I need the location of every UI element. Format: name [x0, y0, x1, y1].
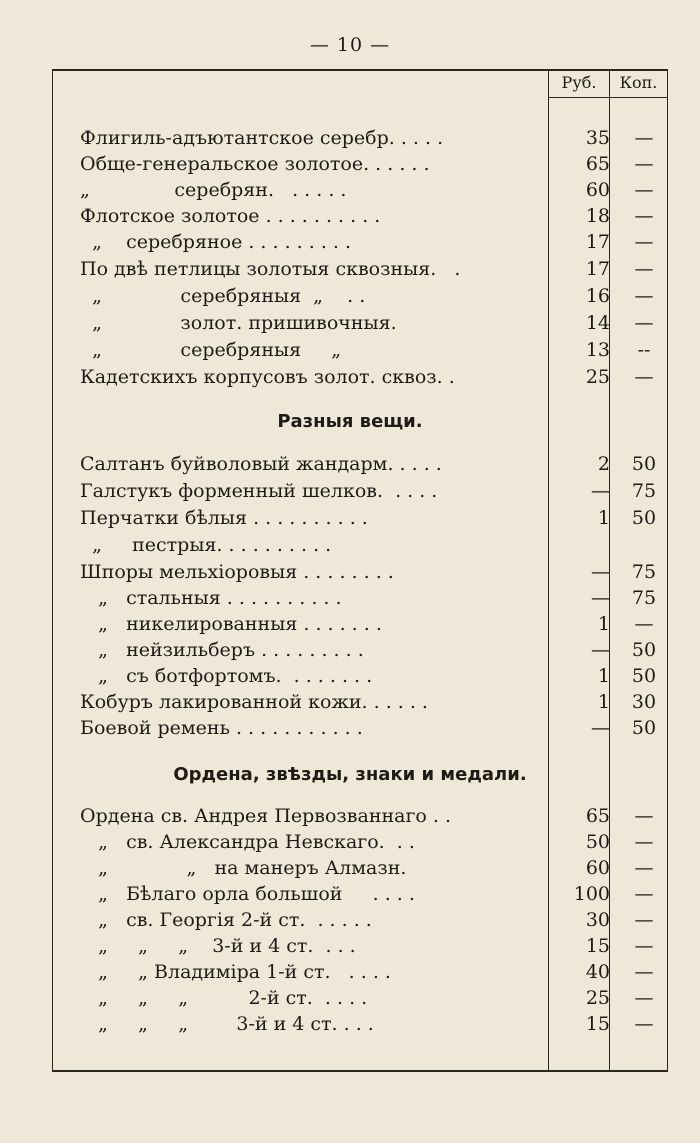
table-row: [80, 803, 670, 829]
header-underline: [548, 97, 668, 98]
row-rub: 60: [585, 179, 610, 201]
table-row: [80, 532, 670, 558]
table-row: [80, 505, 670, 531]
row-description: „ никелированныя . . . . . . .: [80, 613, 382, 635]
row-description: „ съ ботфортомъ. . . . . . . .: [80, 665, 373, 687]
row-kop: —: [634, 961, 654, 983]
row-description: „ Бѣлаго орла большой . . . .: [80, 883, 415, 905]
row-kop: 75: [631, 561, 657, 583]
table-row: [80, 559, 670, 585]
table-row: [80, 1011, 670, 1037]
row-kop: —: [634, 285, 654, 307]
row-description: „ серебряное . . . . . . . . .: [80, 231, 352, 253]
row-description: Перчатки бѣлыя . . . . . . . . . .: [80, 507, 368, 529]
row-description: „ серебряныя „ . .: [80, 285, 366, 307]
row-rub: 50: [585, 831, 610, 853]
row-rub: 17: [585, 258, 610, 280]
row-rub: 35: [585, 127, 610, 149]
rub-column-header: Руб.: [561, 73, 597, 92]
row-kop: —: [634, 805, 654, 827]
row-description: „ пестрыя. . . . . . . . . .: [80, 534, 332, 556]
row-kop: —: [634, 857, 654, 879]
row-rub: 14: [585, 312, 610, 334]
row-rub: 1: [597, 613, 610, 635]
row-description: „ св. Георгія 2-й ст. . . . . .: [80, 909, 372, 931]
row-description: Кобуръ лакированной кожи. . . . . .: [80, 691, 428, 713]
row-description: По двѣ петлицы золотыя сквозныя. .: [80, 258, 461, 280]
row-rub: —: [591, 561, 610, 583]
table-row: [80, 855, 670, 881]
row-kop: —: [634, 312, 654, 334]
row-description: „ „ на манеръ Алмазн.: [80, 857, 407, 879]
row-rub: —: [591, 717, 610, 739]
page-number: — 10 —: [309, 34, 391, 56]
kop-column-header: Коп.: [619, 73, 658, 92]
row-kop: 30: [631, 691, 657, 713]
row-description: Кадетскихъ корпусовъ золот. сквоз. .: [80, 366, 455, 388]
row-description: Флотское золотое . . . . . . . . . .: [80, 205, 381, 227]
top-rule: [52, 69, 668, 71]
row-description: „ стальныя . . . . . . . . . .: [80, 587, 342, 609]
table-row: [80, 715, 670, 741]
row-kop: 75: [631, 587, 657, 609]
row-description: Ордена св. Андрея Первозваннаго . .: [80, 805, 452, 827]
table-row: [80, 663, 670, 689]
row-rub: 65: [585, 153, 610, 175]
table-row: [80, 125, 670, 151]
row-rub: 15: [585, 935, 610, 957]
left-rule: [52, 69, 53, 1072]
table-row: [80, 337, 670, 363]
row-rub: 1: [597, 507, 610, 529]
row-description: „ св. Александра Невскаго. . .: [80, 831, 415, 853]
table-row: [80, 283, 670, 309]
row-rub: 25: [585, 366, 610, 388]
row-kop: —: [634, 231, 654, 253]
row-rub: 18: [585, 205, 610, 227]
row-description: „ „ „ 2-й ст. . . . .: [80, 987, 368, 1009]
table-row: [80, 611, 670, 637]
row-description: Флигиль-адъютантское серебр. . . . .: [80, 127, 444, 149]
row-kop: —: [634, 153, 654, 175]
table-row: [80, 478, 670, 504]
table-row: [80, 451, 670, 477]
table-row: [80, 985, 670, 1011]
row-description: „ „ Владиміра 1-й ст. . . . .: [80, 961, 391, 983]
table-row: [80, 256, 670, 282]
row-kop: 75: [631, 480, 657, 502]
row-rub: 100: [573, 883, 610, 905]
row-kop: —: [634, 205, 654, 227]
row-kop: —: [634, 613, 654, 635]
row-kop: —: [634, 883, 654, 905]
row-description: „ „ „ 3-й и 4 ст. . . .: [80, 1013, 374, 1035]
row-description: Галстукъ форменный шелков. . . . .: [80, 480, 438, 502]
table-row: [80, 310, 670, 336]
row-description: Салтанъ буйволовый жандарм. . . . .: [80, 453, 442, 475]
table-row: [80, 959, 670, 985]
table-row: [80, 881, 670, 907]
section-heading-orders: Ордена, звѣзды, знаки и медали.: [173, 764, 527, 785]
row-rub: 13: [585, 339, 610, 361]
row-kop: --: [637, 339, 651, 361]
row-kop: —: [634, 909, 654, 931]
row-kop: —: [634, 1013, 654, 1035]
row-rub: 65: [585, 805, 610, 827]
row-rub: 40: [585, 961, 610, 983]
row-rub: 1: [597, 665, 610, 687]
row-rub: 17: [585, 231, 610, 253]
row-description: „ нейзильберъ . . . . . . . . .: [80, 639, 364, 661]
row-description: „ серебряныя „: [80, 339, 342, 361]
row-description: Обще-генеральское золотое. . . . . .: [80, 153, 430, 175]
section-heading-misc: Разныя вещи.: [277, 411, 423, 432]
table-row: [80, 585, 670, 611]
row-kop: 50: [631, 453, 657, 475]
row-description: „ золот. пришивочныя.: [80, 312, 397, 334]
table-row: [80, 151, 670, 177]
row-rub: 2: [597, 453, 610, 475]
row-description: Шпоры мельхіоровыя . . . . . . . .: [80, 561, 394, 583]
row-kop: 50: [631, 717, 657, 739]
table-row: [80, 689, 670, 715]
row-kop: —: [634, 366, 654, 388]
table-row: [80, 229, 670, 255]
row-description: Боевой ремень . . . . . . . . . . .: [80, 717, 363, 739]
row-kop: —: [634, 935, 654, 957]
row-rub: —: [591, 639, 610, 661]
row-rub: —: [591, 480, 610, 502]
row-rub: 30: [585, 909, 610, 931]
table-row: [80, 933, 670, 959]
row-kop: 50: [631, 665, 657, 687]
row-rub: 25: [585, 987, 610, 1009]
row-rub: 60: [585, 857, 610, 879]
row-rub: 1: [597, 691, 610, 713]
row-kop: —: [634, 258, 654, 280]
row-rub: 15: [585, 1013, 610, 1035]
table-row: [80, 829, 670, 855]
row-description: „ серебрян. . . . . .: [80, 179, 347, 201]
row-rub: 16: [585, 285, 610, 307]
row-kop: 50: [631, 507, 657, 529]
row-kop: —: [634, 987, 654, 1009]
row-kop: 50: [631, 639, 657, 661]
table-row: [80, 177, 670, 203]
row-kop: —: [634, 831, 654, 853]
table-row: [80, 907, 670, 933]
table-row: [80, 364, 670, 390]
bottom-rule: [52, 1070, 668, 1072]
row-kop: —: [634, 179, 654, 201]
table-row: [80, 637, 670, 663]
row-kop: —: [634, 127, 654, 149]
row-description: „ „ „ 3-й и 4 ст. . . .: [80, 935, 356, 957]
row-rub: —: [591, 587, 610, 609]
table-row: [80, 203, 670, 229]
